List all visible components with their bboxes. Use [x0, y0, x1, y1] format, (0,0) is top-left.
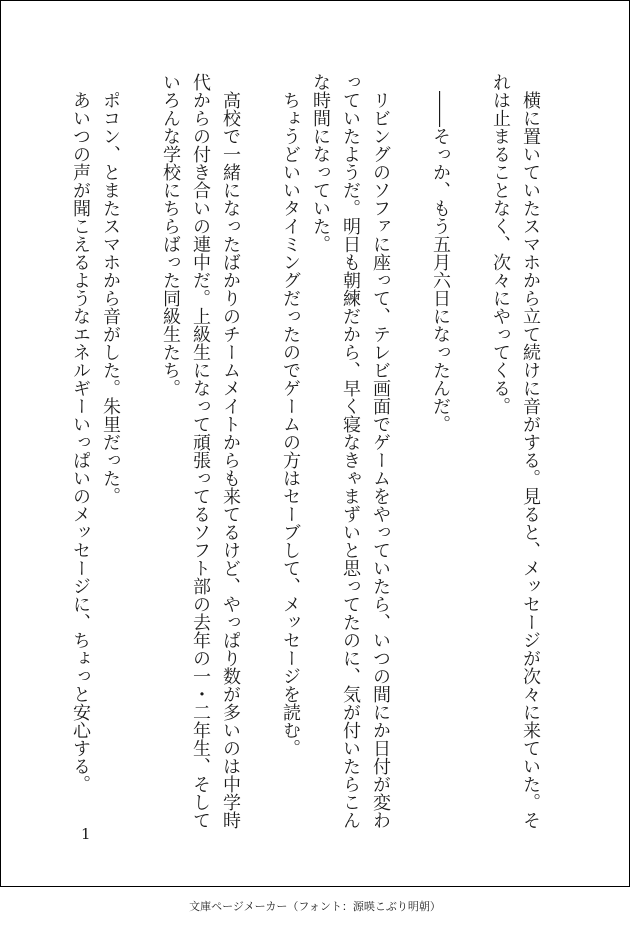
blank-line [125, 73, 155, 833]
paragraph: 横に置いていたスマホから立て続けに音がする。見ると、メッセージが次々に来ていた。それは止まることなく、次々にやってくる。 [490, 73, 541, 829]
blank-line [395, 73, 425, 833]
paragraph: リビングのソファに座って、テレビ画面でゲームをやっていたら、いつの間にか日付が変わっていたようだ。明日も朝練だから、早く寝なきゃまずいと思ってたのに、気が付いたらこんな時間になっていた。 [310, 73, 391, 829]
blank-line [455, 73, 485, 833]
paragraph: ポコン、とまたスマホから音がした。朱里だった。 [100, 91, 121, 505]
page-number: 1 [81, 825, 91, 843]
paragraph: 高校で一緒になったばかりのチームメイトからも来てるけど、やっぱり数が多いのは中学時代からの付き合いの連中だ。上級生になって頑張ってるソフト部の去年の一・二年生、そしていろんな学校にちらばった同級生たち。 [160, 73, 241, 829]
paragraph: ちょうどいいタイミングだったのでゲームの方はセーブして、メッセージを読む。 [280, 91, 301, 757]
footer-credit: 文庫ページメーカー（フォント：源暎こぶり明朝） [189, 900, 441, 913]
vertical-text-body [65, 73, 545, 833]
paragraph: あいつの声が聞こえるようなエネルギーいっぱいのメッセージに、ちょっと安心する。 [70, 91, 91, 793]
paragraph: ――そっか、もう五月六日になったんだ。 [430, 91, 451, 433]
blank-line [245, 73, 275, 833]
